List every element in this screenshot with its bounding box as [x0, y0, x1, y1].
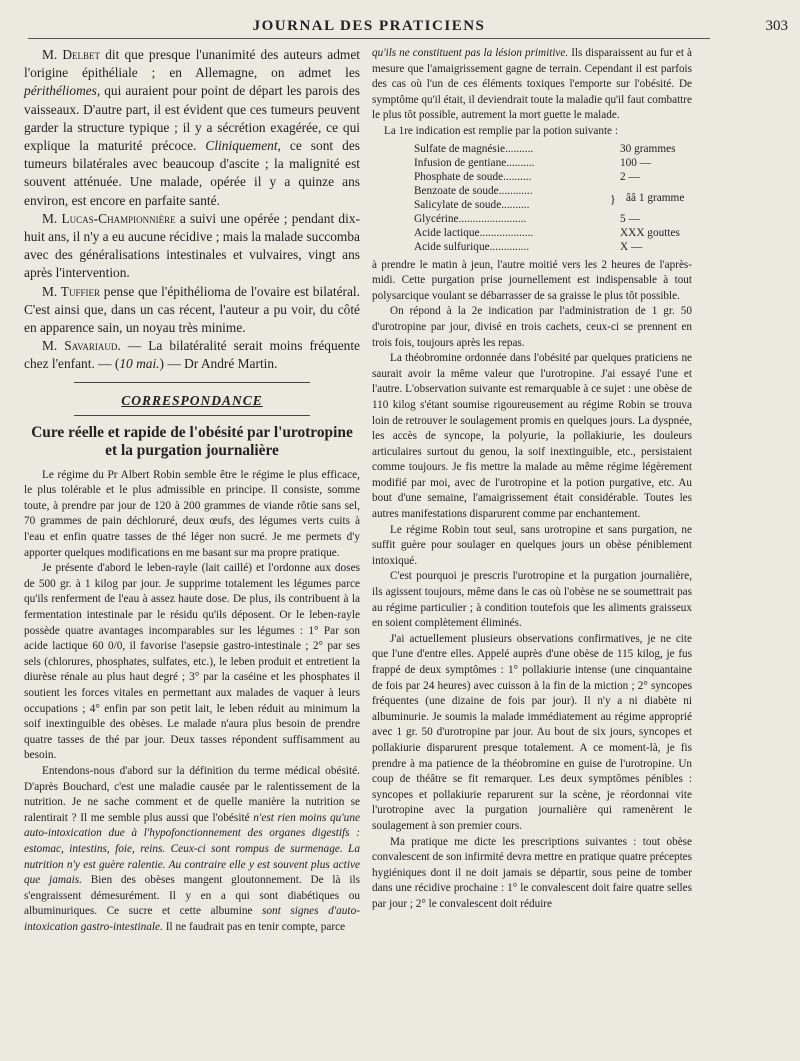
page-header: [28, 16, 788, 39]
article-paragraph: Ma pratique me dicte les prescriptions suivantes : tout obèse convalescent de son infirmité devra mettre en pratique quatre préceptes hygiéniques dont il ne doit jamais se départir, sous peine de tomber dans une récidive prochaine : 1° le convalescent doit faire quatre selles par jour ; 2° le convalescent doit réduire: [372, 835, 692, 910]
article-paragraph: [372, 46, 692, 124]
ingredient: Acide sulfurique..............: [414, 240, 530, 253]
quantity: 2 —: [620, 170, 640, 183]
article-title: Cure réelle et rapide de l'obésité par l'urotropine et la purgation journalière: [31, 423, 353, 459]
quantity: 5 —: [620, 212, 640, 225]
article-paragraph: Le régime Robin tout seul, sans urotropine et sans purgation, ne suffit guère pour soulager en quelques jours un obèse péniblement intoxiqué.: [372, 523, 692, 567]
article-paragraph: Le régime du Pr Albert Robin semble être le régime le plus efficace, le plus tolérable et le plus admissible en principe. Il consiste, somme toute, à prendre par jour de 120 à 200 grammes de viande rôtie sans sel, 70 grammes de pain déchloruré, deux œufs, des légumes verts cuits à l'eau et enfin quatre tasses de thé léger non sucré. Je me permets d'y apporter quelques modifications en me basant sur ma propre pratique.: [24, 468, 360, 559]
paragraph-savariaud: [24, 337, 360, 373]
emphasis-text: Cliniquement,: [205, 138, 281, 154]
emphasis-text: périthéliomes,: [24, 83, 101, 99]
paragraph-text: a suivi une opérée ; pendant dix-huit ans, il n'y a eu aucune récidive ; mais la malade succomba avec des généralisations intestinales et vulvaires, vingt ans après l'intervention.: [24, 210, 360, 281]
paragraph-text: ce sont des tumeurs bilatérales avec beaucoup d'ascite ; la malignité est souvent atténuée. Une malade, opérée il y a quinze ans environ, est encore en parfaite santé.: [24, 138, 360, 208]
ingredient: Benzoate de soude............: [414, 184, 533, 197]
ingredient: Salicylate de soude..........: [414, 198, 530, 211]
section-divider: [74, 415, 310, 416]
quantity: 30 grammes: [620, 142, 676, 155]
prescription-row: [414, 142, 694, 157]
article-paragraph: Je présente d'abord le leben-rayle (lait caillé) et l'ordonne aux doses de 500 gr. à 1 kilog par jour. Je supprime totalement les légumes parce qu'ils renferment de l'eau à assez haute dose. De plus, ils contribuent à la fermentation intestinale par le résidu qu'ils déposent. Or le leben-rayle possède quatre avantages incomparables sur les légumes : 1° Par son acide lactique 60 0/0, il favorise l'asepsie gastro-intestinale ; 2° par ses sels (chlorures, phosphates, sulfates, etc.), le leben produit et entretient la diurèse rénale au plus haut degré ; 3° par la caséine et les phosphates il soutient les forces vitales en permettant aux malades de vaquer à leurs occupations ; 4° enfin par son petit lait, le leben réduit au minimum la soif inextinguible des obèses. Le malade n'aura plus besoin de prendre quatre tasses de thé par jour. Deux tasses répondent suffisamment au besoin.: [24, 562, 360, 762]
running-title: JOURNAL DES PRATICIENS: [252, 18, 486, 34]
ingredient: Sulfate de magnésie..........: [414, 142, 534, 155]
speaker-name: M. Delbet: [42, 47, 101, 62]
paragraph-text: pense que l'épithélioma de l'ovaire est bilatéral. C'est ainsi que, dans un cas récent, l'auteur a pu voir, du côté en apparence sain, un noyau très minime.: [24, 283, 360, 336]
prescription-row: [414, 240, 694, 255]
section-divider: [74, 382, 310, 383]
quantity: 100 —: [620, 156, 652, 169]
quantity: X —: [620, 240, 643, 253]
ingredient: Acide lactique...................: [414, 226, 534, 239]
paragraph-text: Ils disparaissent au fur et à mesure que l'amaigrissement gagne de terrain. Cependant il est parfois des cas où l'un de ces éléments toxiques l'emporte sur l'obésité. De symptôme qu'il était, il deviendrait toute la maladie qu'il faut combattre le plus tôt possible, autrement la mort guette le malade.: [372, 47, 692, 122]
emphasis-text: sont signes d'auto-intoxication gastro-intestinale.: [24, 905, 360, 933]
quantity: ââ 1 gramme: [626, 191, 685, 204]
prescription-row: [414, 170, 694, 185]
article-paragraph: [24, 764, 360, 936]
speaker-name: M. Tuffier: [42, 283, 100, 299]
prescription-row: [414, 212, 694, 227]
prescription-row-group: [414, 184, 694, 214]
article-paragraph: à prendre le matin à jeun, l'autre moitié vers les 2 heures de l'après-midi. Cette purgation prise journellement est indispensable à tout polysarcique voulant se débarrasser de sa graisse le plus tôt possible.: [372, 258, 692, 302]
page-number: 303: [765, 18, 788, 34]
paragraph-text: Entendons-nous d'abord sur la définition du terme médical obésité. D'après Bouchard, c'est une maladie causée par le ralentissement de la nutrition. Je ne sache comment et de quelle manière la nutrition se ralentirait ? Il me semble plus aussi que l'obésité: [24, 764, 360, 824]
prescription-list: [372, 142, 692, 254]
ingredient: Phosphate de soude..........: [414, 170, 532, 183]
date-text: 10 mai.: [119, 356, 160, 372]
right-column: [372, 46, 692, 1041]
paragraph-text: Bien des obèses mangent gloutonnement. De là ils s'engraissent démesurément. Il y en a qui sont diabétiques ou albuminuriques. Ce sucre et cette albumine: [24, 874, 360, 918]
paragraph-text: — La bilatéralité serait moins fréquente chez l'enfant. — (: [24, 338, 361, 372]
left-column: [24, 46, 360, 1041]
emphasis-text: n'est rien moins qu'une auto-intoxication due à l'hypofonctionnement des organes digestifs : estomac, intestins, foie, reins. Ceux-ci sont rompus de surmenage. La nutrition n'y est guère ralentie. Au contraire elle y est souvent plus active que jamais.: [24, 811, 360, 887]
article-paragraph: J'ai actuellement plusieurs observations confirmatives, je ne cite que l'une d'entre elles. Appelé auprès d'une obèse de 115 kilog, je fus frappé de deux symptômes : 1° pollakiurie intense (une cinquantaine de fois par 24 heures) avec cuisson à la fin de la miction ; 2° syncopes fréquentes (une dizaine de fois par jour). Il n'y a ni diabète ni albuminurie. Je soumis la malade immédiatement au régime approprié avec 1 gr. 50 d'urotropine par jour. Au bout de six jours, syncopes et pollakiurie disparurent presque totalement. A ce moment-là, je fis prendre à ma patience de la théobromine en guise de l'urotropine. Un coup de théâtre se fit remarquer. Les deux symptômes pénibles : syncopes et pollakiurie reparurent sur la scène, je réordonnai vite l'urotropine avec la purgation journalière qui ramenèrent le soulagement à son premier cours.: [372, 632, 692, 832]
ingredient: Infusion de gentiane..........: [414, 156, 535, 169]
paragraph-lucas: [24, 210, 360, 283]
quantity: XXX gouttes: [620, 226, 680, 239]
speaker-name: M. Lucas-Championnière: [42, 210, 176, 226]
brace-mark: }: [610, 191, 616, 206]
article-paragraph: On répond à la 2e indication par l'administration de 1 gr. 50 d'urotropine par jour, divisé en trois cachets, ceux-ci se prennent en trois fois, toujours après les repas.: [372, 305, 692, 349]
prescription-row: [414, 156, 694, 171]
speaker-name: M. Savariaud.: [42, 338, 121, 354]
paragraph-text: qui auraient pour point de départ les parois des vaisseaux. D'autre part, il est évident que ces tumeurs peuvent garder la structure typique ; il y a sécrétion exagérée, ce qui explique la maturité précoce.: [24, 83, 360, 154]
prescription-row: [414, 226, 694, 241]
paragraph-text: Il ne faudrait pas en tenir compte, parce: [162, 920, 346, 933]
article-paragraph: La théobromine ordonnée dans l'obésité par quelques praticiens ne saurait avoir la même valeur que l'urotropine. J'ai essayé l'une et l'autre. L'observation suivante est remarquable à ce sujet : une obèse de 110 kilog s'étant soumise rigoureusement au régime Robin se trouva loin de retrouver le soulagement promis en quelques jours. La dyspnée, les accès de syncope, la polyurie, la pollakiurie, les douleurs articulaires surtout du genou, la soif inextinguible, etc., persistaient comme toujours. Je fis mettre la malade au même régime légèrement modifié par moi, avec de l'urotropine et la potion purgative, etc. Au bout d'une semaine, l'amaigrissement était considérable. Toutes les autres manifestations disparurent comme par enchantement.: [372, 352, 692, 521]
ingredient: Glycérine........................: [414, 212, 527, 225]
signature-text: ) — Dr André Martin.: [159, 356, 278, 372]
paragraph-tuffier: [24, 283, 360, 338]
section-title: CORRESPONDANCE: [121, 392, 263, 408]
article-paragraph: C'est pourquoi je prescris l'urotropine et la purgation journalière, ils agissent toujours, même dans le cas où l'obèse ne se soumettrait pas au régime particulier ; à condition toutefois que les aliments graisseux en soient complètement éliminés.: [372, 570, 692, 630]
emphasis-text: qu'ils ne constituent pas la lésion primitive.: [372, 47, 569, 59]
paragraph-delbet: [24, 46, 360, 210]
paragraph-text: dit que presque l'unanimité des auteurs admet l'origine épithéliale ; en Allemagne, on admet les: [24, 47, 361, 81]
prescription-intro: La 1re indication est remplie par la potion suivante :: [384, 124, 618, 137]
